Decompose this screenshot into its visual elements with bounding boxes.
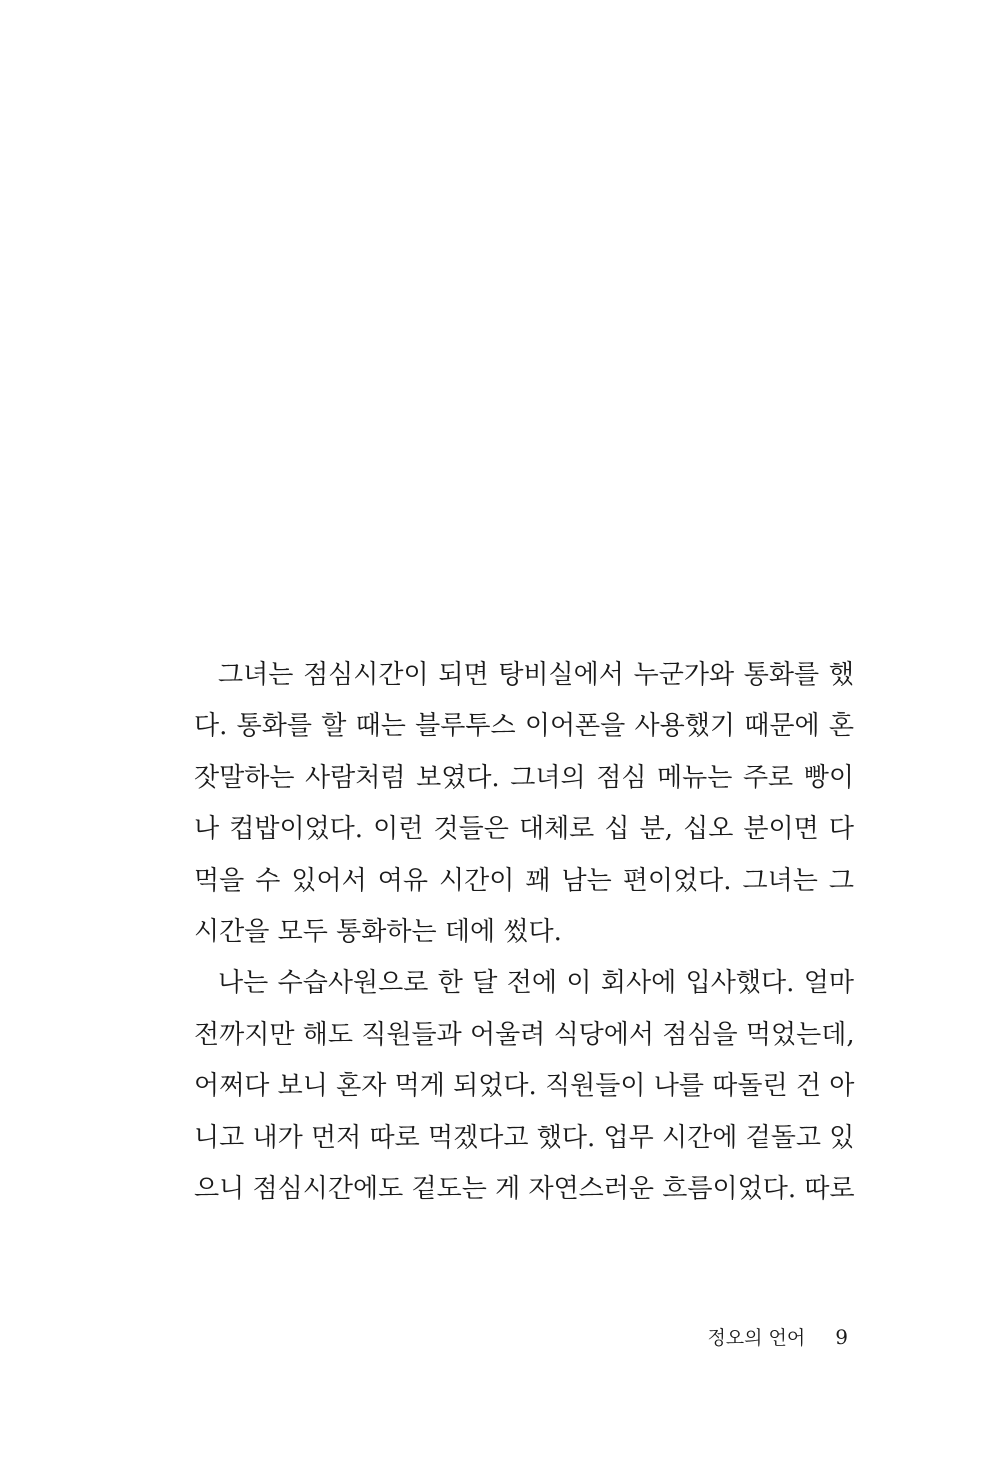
text-line: 어쩌다 보니 혼자 먹게 되었다. 직원들이 나를 따돌린 건 아	[194, 1071, 855, 1102]
page-number: 9	[835, 1325, 848, 1349]
text-line: 나는 수습사원으로 한 달 전에 이 회사에 입사했다. 얼마	[218, 968, 854, 999]
text-line: 나 컵밥이었다. 이런 것들은 대체로 십 분, 십오 분이면 다	[194, 814, 854, 845]
text-line: 먹을 수 있어서 여유 시간이 꽤 남는 편이었다. 그녀는 그	[194, 865, 854, 896]
page-footer	[0, 1322, 848, 1352]
text-line: 다. 통화를 할 때는 블루투스 이어폰을 사용했기 때문에 혼	[194, 711, 854, 742]
text-line: 으니 점심시간에도 겉도는 게 자연스러운 흐름이었다. 따로	[194, 1173, 855, 1204]
paragraph	[194, 650, 854, 958]
text-line: 그녀는 점심시간이 되면 탕비실에서 누군가와 통화를 했	[218, 660, 854, 690]
text-line: 니고 내가 먼저 따로 먹겠다고 했다. 업무 시간에 겉돌고 있	[194, 1122, 855, 1153]
paragraph	[194, 958, 854, 1215]
running-title: 정오의 언어	[707, 1327, 806, 1349]
text-line: 잣말하는 사람처럼 보였다. 그녀의 점심 메뉴는 주로 빵이	[194, 762, 854, 793]
body-text	[194, 650, 854, 1215]
text-line: 시간을 모두 통화하는 데에 썼다.	[194, 916, 562, 947]
text-line: 전까지만 해도 직원들과 어울려 식당에서 점심을 먹었는데,	[194, 1019, 855, 1050]
